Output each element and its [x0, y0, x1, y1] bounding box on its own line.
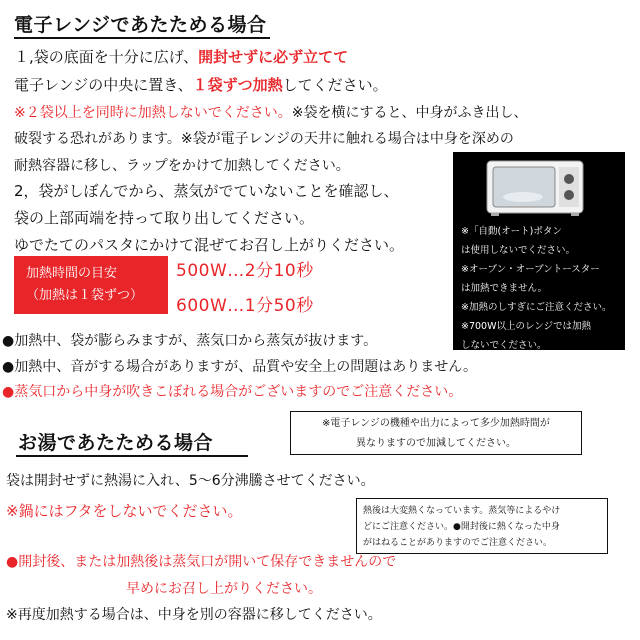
side-note: しないでください。 [461, 340, 547, 351]
power-note-box [290, 411, 582, 455]
reheat-note: ※再度加熱する場合は、中身を別の容器に移してください。 [6, 607, 382, 623]
instruction-line-6: 2，袋がしぼんでから、蒸気がでていないことを確認し、 [14, 182, 399, 200]
power-note-line: ※電子レンジの機種や出力によって多少加熱時間が [322, 418, 550, 429]
warning-text: ※２袋以上を同時に加熱しないでください。 [14, 105, 292, 121]
heating-time-title: 加熱時間の目安 [26, 266, 118, 281]
heading-hot-water: お湯であたためる場合 [18, 432, 214, 454]
hot-water-lid-warning: ※鍋にはフタをしないでください。 [6, 502, 243, 520]
microwave-icon [485, 157, 585, 217]
instruction-line-5: 耐熱容器に移し、ラップをかけて加熱してください。 [14, 158, 350, 174]
side-note: は加熱できません。 [461, 283, 548, 294]
hot-note-line: がはねることがありますのでご注意ください。 [363, 538, 553, 548]
side-note: は使用しないでください。 [461, 245, 576, 256]
heating-time-subtitle: （加熱は１袋ずつ） [26, 288, 144, 303]
instruction-line-3 [14, 102, 527, 122]
instruction-text: 電子レンジの中央に置き、 [14, 76, 193, 94]
bullet-steam: ●加熱中、袋が膨らみますが、蒸気口から蒸気が抜けます。 [2, 333, 378, 349]
instruction-line-1 [14, 46, 348, 67]
instruction-text: ※袋を横にすると、中身がふき出し、 [291, 105, 528, 121]
side-note: ※「自動(オート)ボタン [461, 226, 562, 237]
time-600w: 600W…1分50秒 [176, 296, 314, 316]
microwave-notes-panel [453, 152, 625, 350]
instruction-line-7: 袋の上部両端を持って取り出してください。 [14, 209, 315, 227]
heading-underline [14, 37, 270, 39]
instruction-line-4: 破裂する恐れがあります。※袋が電子レンジの天井に触れる場合は中身を深めの [14, 131, 514, 147]
storage-warning-line-1: ●開封後、または加熱後は蒸気口が開いて保存できませんので [6, 554, 397, 570]
time-500w: 500W…2分10秒 [176, 261, 314, 281]
bullet-boilover: ●蒸気口から中身が吹きこぼれる場合がございますのでご注意ください。 [2, 384, 463, 400]
instruction-line-2 [14, 74, 388, 95]
heading-microwave: 電子レンジであたためる場合 [14, 14, 267, 36]
warning-text: 開封せずに必ず立てて [198, 48, 349, 66]
instruction-text: してください。 [282, 76, 388, 94]
instruction-line-8: ゆでたてのパスタにかけて混ぜてお召し上がりください。 [14, 236, 405, 254]
bullet-noise: ●加熱中、音がする場合がありますが、品質や安全上の問題はありません。 [2, 359, 478, 375]
hot-note-box [356, 498, 608, 554]
heating-time-label [14, 256, 168, 314]
side-notes [461, 222, 611, 355]
hot-note-line: どにご注意ください。●開封後に熱くなった中身 [363, 522, 560, 532]
hot-note-line: 熱後は大変熱くなっています。蒸気等によるやけ [363, 506, 561, 516]
instruction-text: １,袋の底面を十分に広げ、 [14, 48, 199, 66]
side-note: ※オーブン・オーブントースター [461, 264, 600, 275]
storage-warning-line-2: 早めにお召し上がりください。 [126, 581, 322, 597]
heading-underline [16, 455, 248, 457]
warning-text: １袋ずつ加熱 [192, 76, 283, 94]
side-note: ※700W以上のレンジでは加熱 [461, 321, 592, 332]
hot-water-line-1: 袋は開封せずに熱湯に入れ、5～6分沸騰させてください。 [6, 473, 375, 489]
power-note-line: 異なりますので加減してください。 [356, 438, 516, 449]
side-note: ※加熱のしすぎにご注意ください。 [461, 302, 612, 313]
